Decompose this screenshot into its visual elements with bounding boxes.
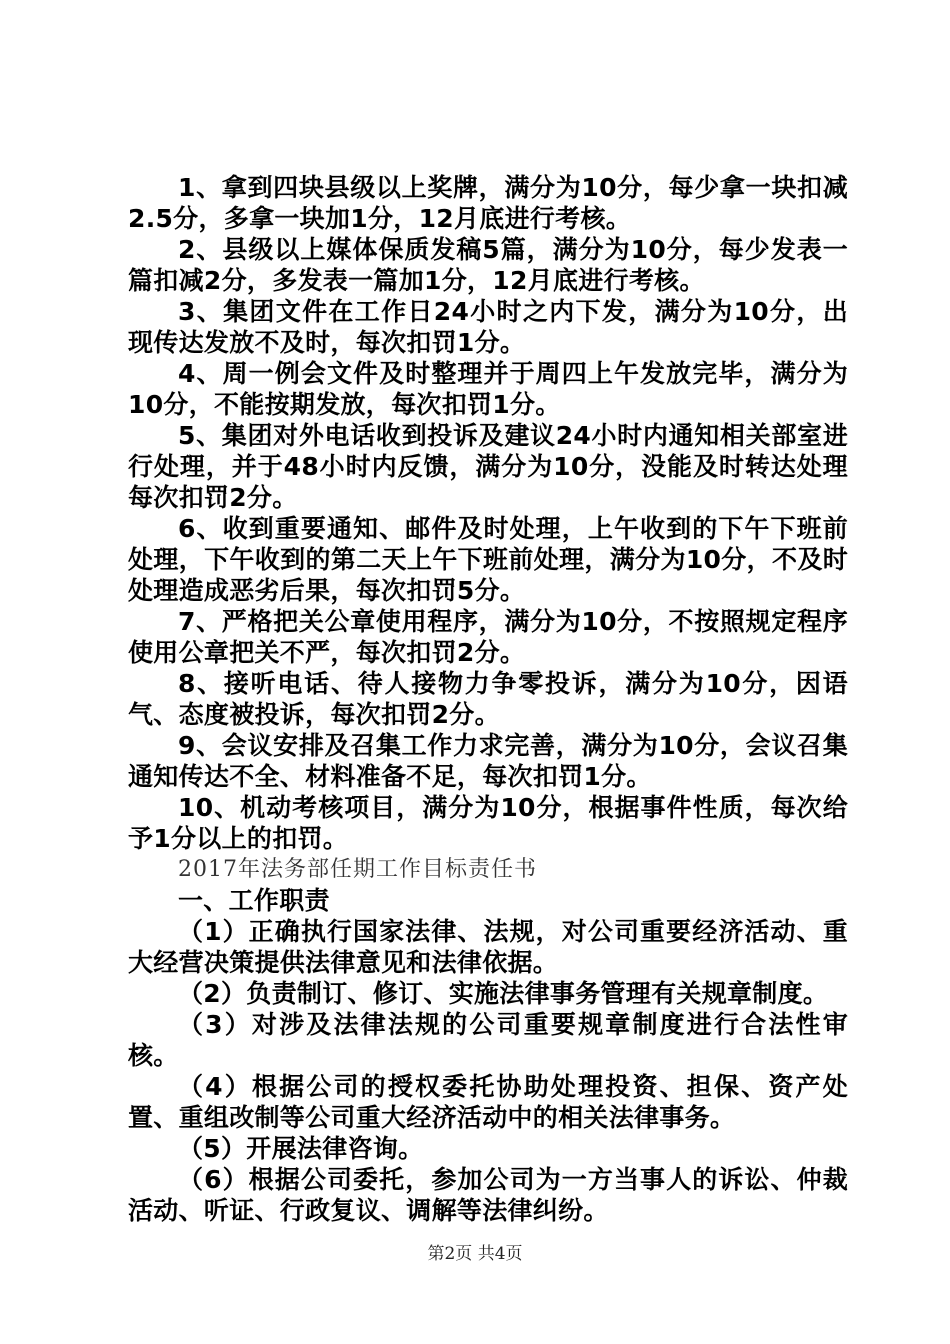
- duty-item-4: （4）根据公司的授权委托协助处理投资、担保、资产处置、重组改制等公司重大经济活动中的相关法律事务。: [128, 1072, 848, 1132]
- section-title: 2017年法务部任期工作目标责任书: [178, 857, 537, 882]
- section-heading: 一、工作职责: [178, 886, 330, 915]
- duty-item-6: （6）根据公司委托，参加公司为一方当事人的诉讼、仲裁活动、听证、行政复议、调解等法律纠纷。: [128, 1165, 848, 1225]
- duty-item-3: （3）对涉及法律法规的公司重要规章制度进行合法性审核。: [128, 1010, 848, 1070]
- duty-item-1: （1）正确执行国家法律、法规，对公司重要经济活动、重大经营决策提供法律意见和法律依据。: [128, 917, 848, 977]
- assessment-item-6: 6、收到重要通知、邮件及时处理，上午收到的下午下班前处理，下午收到的第二天上午下班前处理，满分为10分，不及时处理造成恶劣后果，每次扣罚5分。: [128, 514, 848, 605]
- document-body: [128, 172, 848, 1226]
- assessment-item-10: 10、机动考核项目，满分为10分，根据事件性质，每次给予1分以上的扣罚。: [128, 793, 848, 853]
- assessment-item-8: 8、接听电话、待人接物力争零投诉，满分为10分，因语气、态度被投诉，每次扣罚2分。: [128, 669, 848, 729]
- assessment-item-5: 5、集团对外电话收到投诉及建议24小时内通知相关部室进行处理，并于48小时内反馈，满分为10分，没能及时转达处理每次扣罚2分。: [128, 421, 848, 512]
- assessment-item-1: 1、拿到四块县级以上奖牌，满分为10分，每少拿一块扣减2.5分，多拿一块加1分，12月底进行考核。: [128, 173, 848, 233]
- assessment-item-7: 7、严格把关公章使用程序，满分为10分，不按照规定程序使用公章把关不严，每次扣罚2分。: [128, 607, 848, 667]
- assessment-item-9: 9、会议安排及召集工作力求完善，满分为10分，会议召集通知传达不全、材料准备不足，每次扣罚1分。: [128, 731, 848, 791]
- duty-item-2: （2）负责制订、修订、实施法律事务管理有关规章制度。: [178, 979, 829, 1008]
- assessment-item-3: 3、集团文件在工作日24小时之内下发，满分为10分，出现传达发放不及时，每次扣罚1分。: [128, 297, 848, 357]
- duty-item-5: （5）开展法律咨询。: [178, 1134, 424, 1163]
- assessment-item-4: 4、周一例会文件及时整理并于周四上午发放完毕，满分为10分，不能按期发放，每次扣罚1分。: [128, 359, 848, 419]
- assessment-item-2: 2、县级以上媒体保质发稿5篇，满分为10分，每少发表一篇扣减2分，多发表一篇加1分，12月底进行考核。: [128, 235, 848, 295]
- page-footer: 第2页 共4页: [427, 1244, 523, 1264]
